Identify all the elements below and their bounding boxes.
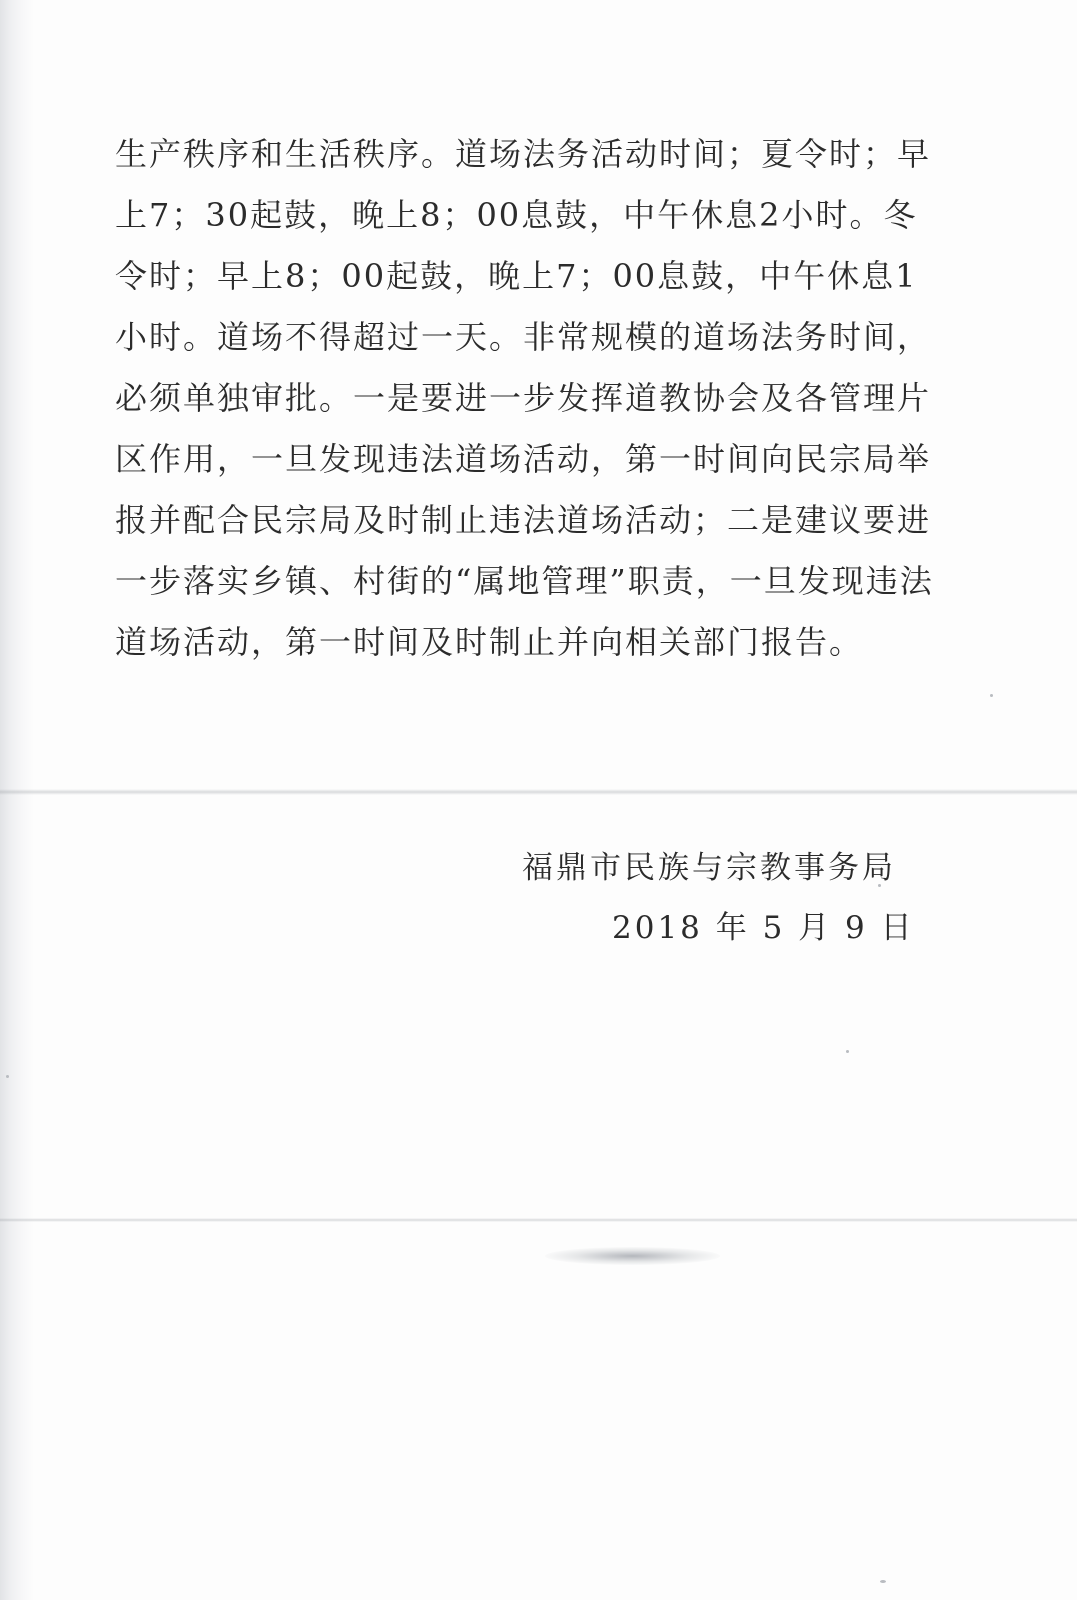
paper-speck [846, 1050, 849, 1053]
paper-crease [545, 1247, 720, 1265]
body-paragraph: 生产秩序和生活秩序。道场法务活动时间；夏令时；早上7；30起鼓，晚上8；00息鼓，中午休息2小时。冬令时；早上8；00起鼓，晚上7；00息鼓，中午休息1小时。道场不得超过一天。非常规模的道场法务时间，必须单独审批。一是要进一步发挥道教协会及各管理片区作用，一旦发现违法道场活动，第一时间向民宗局举报并配合民宗局及时制止违法道场活动；二是建议要进一步落实乡镇、村街的“属地管理”职责，一旦发现违法道场活动，第一时间及时制止并向相关部门报告。 [115, 135, 934, 661]
paper-speck [6, 1075, 9, 1078]
signature-date: 2018 年 5 月 9 日 [612, 910, 915, 946]
paper-fold-line [0, 789, 1077, 795]
signature-organization: 福鼎市民族与宗教事务局 [522, 850, 896, 886]
paper-speck [990, 694, 993, 697]
scan-edge-shadow [0, 0, 34, 1600]
paper-fold-line [0, 1218, 1077, 1222]
paper-speck [880, 1580, 886, 1583]
